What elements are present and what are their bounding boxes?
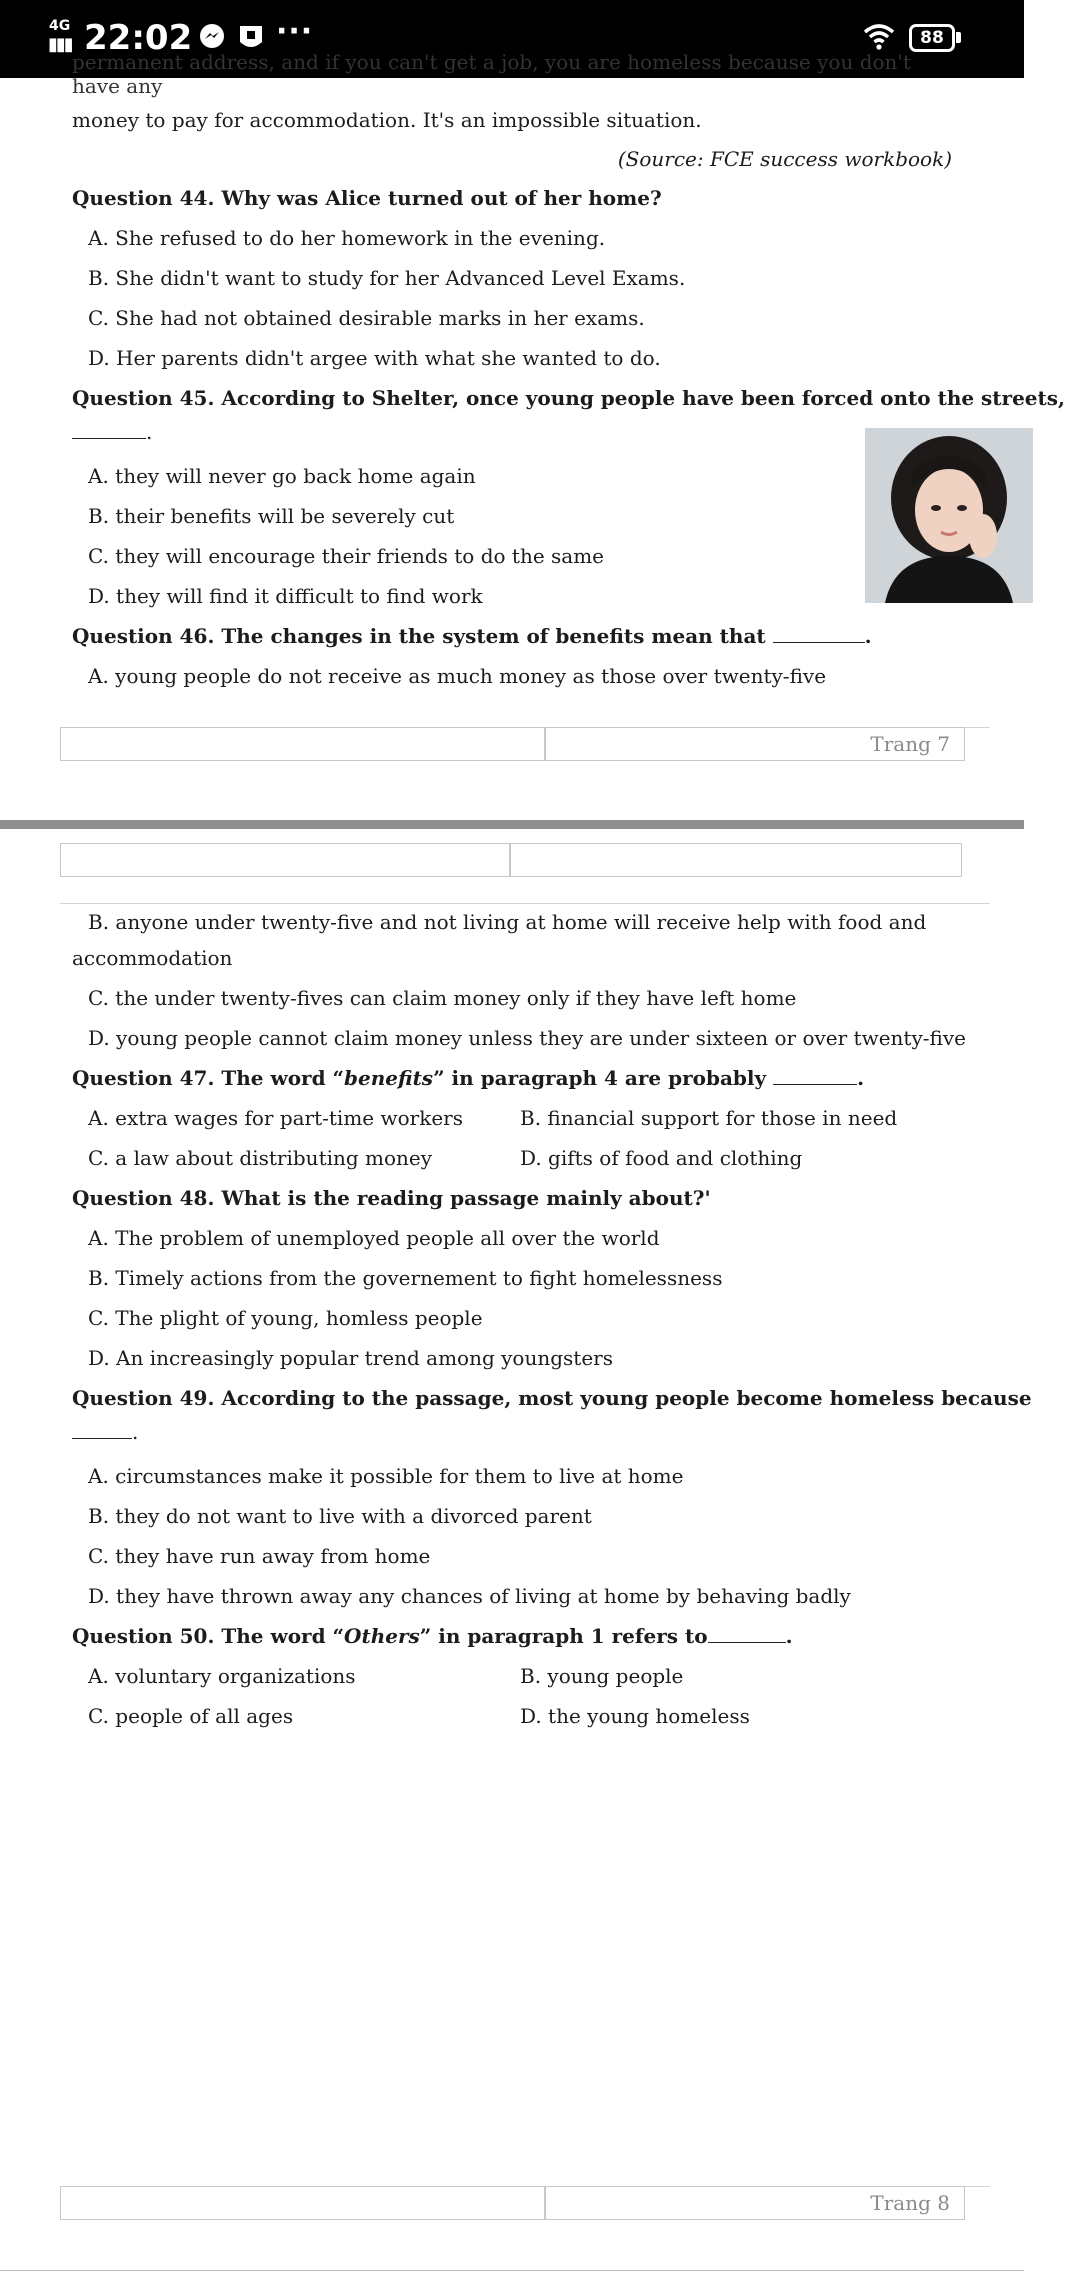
q46-option-b-cont: accommodation: [72, 946, 233, 970]
header-box-left: [60, 843, 510, 877]
battery-level: 88: [920, 28, 944, 48]
question-49: Question 49. According to the passage, most young people become homeless because: [72, 1386, 1032, 1410]
messenger-icon: [197, 22, 227, 52]
q48-option-a: A. The problem of unemployed people all over the world: [88, 1226, 660, 1250]
question-48: Question 48. What is the reading passage mainly about?': [72, 1186, 711, 1210]
q44-option-d: D. Her parents didn't argee with what she wanted to do.: [88, 346, 661, 370]
q46-option-b: B. anyone under twenty-five and not living at home will receive help with food and: [88, 910, 927, 934]
more-notifications: ···: [276, 14, 314, 49]
cut-off-line: permanent address, and if you can't get a job, you are homeless because you don't have any: [72, 50, 911, 98]
q49-option-b: B. they do not want to live with a divorced parent: [88, 1504, 592, 1528]
q50-option-b: B. young people: [520, 1664, 684, 1688]
q45-option-a: A. they will never go back home again: [88, 464, 476, 488]
q45-option-d: D. they will find it difficult to find work: [88, 584, 483, 608]
question-44: Question 44. Why was Alice turned out of her home?: [72, 186, 662, 210]
header-rule: [60, 903, 990, 904]
q49-option-c: C. they have run away from home: [88, 1544, 431, 1568]
q48-option-b: B. Timely actions from the governement to fight homelessness: [88, 1266, 723, 1290]
q48-option-c: C. The plight of young, homless people: [88, 1306, 483, 1330]
q44-option-b: B. She didn't want to study for her Advanced Level Exams.: [88, 266, 686, 290]
q50-option-a: A. voluntary organizations: [88, 1664, 356, 1688]
signal-bars-icon: ▮▮▮: [48, 34, 72, 55]
q47-option-d: D. gifts of food and clothing: [520, 1146, 803, 1170]
battery-icon: [909, 24, 955, 52]
q46-option-a: A. young people do not receive as much money as those over twenty-five: [88, 664, 827, 688]
header-box-right: [510, 843, 962, 877]
avatar[interactable]: [865, 428, 1033, 603]
q46-option-d: D. young people cannot claim money unless they are under sixteen or over twenty-five: [88, 1026, 966, 1050]
profile-photo: [865, 428, 1033, 603]
q49-blank: .: [72, 1420, 138, 1444]
question-50: Question 50. The word “Others” in paragraph 1 refers to .: [72, 1624, 793, 1648]
q44-option-a: A. She refused to do her homework in the evening.: [88, 226, 606, 250]
q48-option-d: D. An increasingly popular trend among youngsters: [88, 1346, 613, 1370]
q47-option-c: C. a law about distributing money: [88, 1146, 433, 1170]
passage-end: money to pay for accommodation. It's an impossible situation.: [72, 108, 702, 132]
network-type: 4G: [49, 18, 71, 34]
wifi-icon: [862, 22, 896, 52]
q49-option-a: A. circumstances make it possible for them to live at home: [88, 1464, 684, 1488]
question-46: Question 46. The changes in the system of benefits mean that .: [72, 624, 872, 648]
q47-option-b: B. financial support for those in need: [520, 1106, 898, 1130]
battery-tip: [956, 32, 961, 43]
question-47: Question 47. The word “benefits” in paragraph 4 are probably .: [72, 1066, 865, 1090]
page-divider: [0, 820, 1024, 829]
q45-option-b: B. their benefits will be severely cut: [88, 504, 455, 528]
page-number-7: Trang 7: [870, 732, 950, 756]
q49-option-d: D. they have thrown away any chances of living at home by behaving badly: [88, 1584, 851, 1608]
q47-option-a: A. extra wages for part-time workers: [88, 1106, 463, 1130]
clock: 22:02: [84, 18, 193, 58]
q46-option-c: C. the under twenty-fives can claim money only if they have left home: [88, 986, 797, 1010]
q50-option-c: C. people of all ages: [88, 1704, 294, 1728]
footer-box-left-8: [60, 2186, 545, 2220]
q44-option-c: C. She had not obtained desirable marks in her exams.: [88, 306, 645, 330]
question-45: Question 45. According to Shelter, once young people have been forced onto the streets,: [72, 386, 1065, 410]
page-number-8: Trang 8: [870, 2191, 950, 2215]
footer-box-left: [60, 727, 545, 761]
q45-option-c: C. they will encourage their friends to do the same: [88, 544, 605, 568]
q45-blank: .: [72, 420, 152, 444]
bottom-edge: [0, 2270, 1024, 2271]
source-citation: (Source: FCE success workbook): [617, 147, 952, 171]
q50-option-d: D. the young homeless: [520, 1704, 750, 1728]
shield-app-icon: [236, 22, 266, 52]
